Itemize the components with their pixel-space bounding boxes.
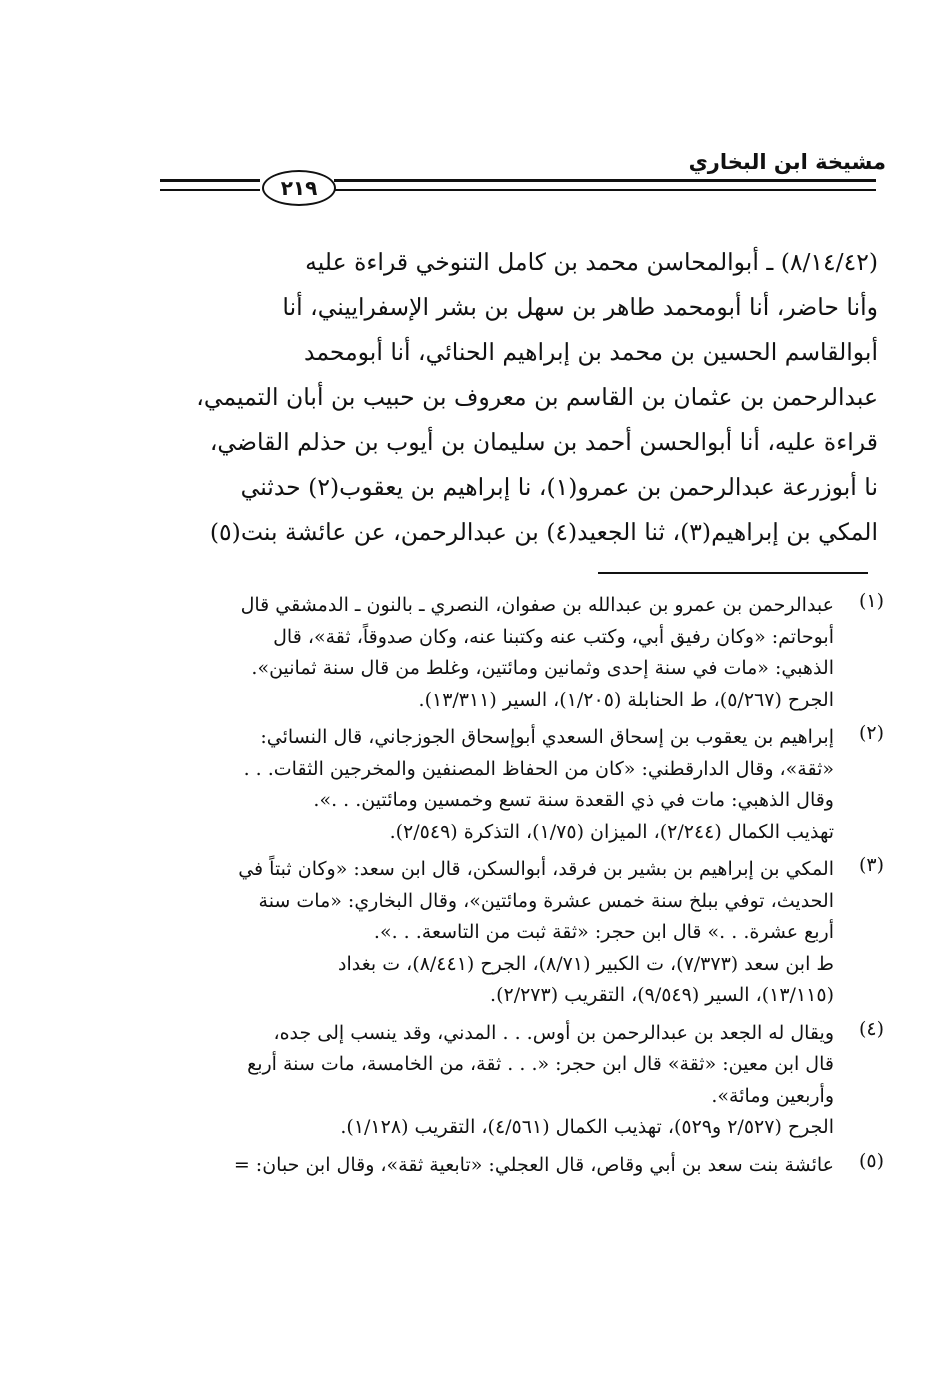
footnote <box>70 722 884 848</box>
main-line: أبوالقاسم الحسين بن محمد بن إبراهيم الحنائي، أنا أبومحمد <box>303 338 878 366</box>
footnote-number: (٣) <box>858 854 884 876</box>
footnote <box>70 1150 884 1182</box>
footnote-separator <box>598 572 868 574</box>
footnote-line: أربع عشرة. . .» قال ابن حجر: «ثقة ثبت من التاسعة. . .». <box>373 921 834 943</box>
header-rule-left-bottom <box>160 189 260 191</box>
footnote-number: (١) <box>858 590 884 612</box>
footnote-line: ويقال له الجعد بن عبدالرحمن بن أوس. . . المدني، وقد ينسب إلى جده، <box>273 1021 834 1044</box>
footnote <box>70 590 884 716</box>
header-rule-right-top <box>334 179 876 182</box>
header-rule-left-top <box>160 179 260 182</box>
footnote-line: الجرح (٢/٥٢٧ و٥٢٩)، تهذيب الكمال (٤/٥٦١)، التقريب (١/١٢٨). <box>340 1116 834 1138</box>
footnote-line: (١٣/١١٥)، السير (٩/٥٤٩)، التقريب (٢/٢٧٣). <box>490 984 834 1006</box>
footnote-line: الحديث، توفي ببلخ سنة خمس عشرة ومائتين»، وقال البخاري: «مات سنة <box>258 889 834 912</box>
footnote-line: قال ابن معين: «ثقة» قال ابن حجر: «. . . ثقة، من الخامسة، مات سنة أربع <box>247 1053 834 1075</box>
main-line: المكي بن إبراهيم(٣)، ثنا الجعيد(٤) بن عبدالرحمن، عن عائشة بنت(٥) <box>209 518 878 546</box>
footnote-line: «ثقة»، وقال الدارقطني: «كان من الحفاظ المصنفين والمخرجين الثقات. . . <box>243 757 834 780</box>
main-line: وأنا حاضر، أنا أبومحمد طاهر بن سهل بن بشر الإسفراييني، أنا <box>282 293 878 321</box>
footnote-line: الجرح (٥/٢٦٧)، ط الحنابلة (١/٢٠٥)، السير (١٣/٣١١). <box>418 688 834 711</box>
footnote-line: وقال الذهبي: مات في ذي القعدة سنة تسع وخمسين ومائتين. . .». <box>313 789 834 811</box>
footnote <box>70 854 884 1012</box>
footnote-line: المكي بن إبراهيم بن بشير بن فرقد، أبوالسكن، قال ابن سعد: «وكان ثبتاً في <box>238 858 834 880</box>
main-line: عبدالرحمن بن عثمان بن القاسم بن معروف بن حبيب بن أبان التميمي، <box>196 383 878 411</box>
footnotes <box>70 590 884 1187</box>
main-text-block <box>68 240 878 555</box>
footnote-line: عبدالرحمن بن عمرو بن عبدالله بن صفوان، النصري ـ بالنون ـ الدمشقي قال <box>240 594 834 616</box>
footnote-line: أبوحاتم: «وكان رفيق أبي، وكتب عنه وكتبنا عنه، وكان صدوقاً، ثقة»، قال <box>273 625 834 648</box>
main-line: قراءة عليه، أنا أبوالحسن أحمد بن سليمان بن أيوب بن حذلم القاضي، <box>209 428 878 456</box>
footnote-line: عائشة بنت سعد بن أبي وقاص، قال العجلي: «تابعية ثقة»، وقال ابن حبان: = <box>233 1153 834 1176</box>
footnote-line: تهذيب الكمال (٢/٢٤٤)، الميزان (١/٧٥)، التذكرة (٢/٥٤٩). <box>389 820 834 843</box>
running-header-title: مشيخة ابن البخاري <box>688 150 886 174</box>
main-line: (٨/١٤/٤٢) ـ أبوالمحاسن محمد بن كامل التنوخي قراءة عليه <box>305 248 878 276</box>
footnote-number: (٢) <box>858 722 884 744</box>
footnote-line: ط ابن سعد (٧/٣٧٣)، ت الكبير (٨/٧١)، الجرح (٨/٤٤١)، ت بغداد <box>338 952 834 975</box>
main-line: نا أبوزرعة عبدالرحمن بن عمرو(١)، نا إبراهيم بن يعقوب(٢) حدثني <box>240 473 878 501</box>
footnote-number: (٤) <box>858 1017 884 1040</box>
footnote <box>70 1018 884 1144</box>
footnote-line: إبراهيم بن يعقوب بن إسحاق السعدي أبوإسحاق الجوزجاني، قال النسائي: <box>260 726 834 748</box>
footnote-line: الذهبي: «مات في سنة إحدى وثمانين ومائتين، وغلط من قال سنة ثمانين». <box>251 657 834 679</box>
page-number: ٢١٩ <box>262 170 336 206</box>
footnote-line: وأربعين ومائة». <box>711 1084 834 1107</box>
footnote-number: (٥) <box>858 1149 884 1172</box>
header-rule-right-bottom <box>334 189 876 191</box>
